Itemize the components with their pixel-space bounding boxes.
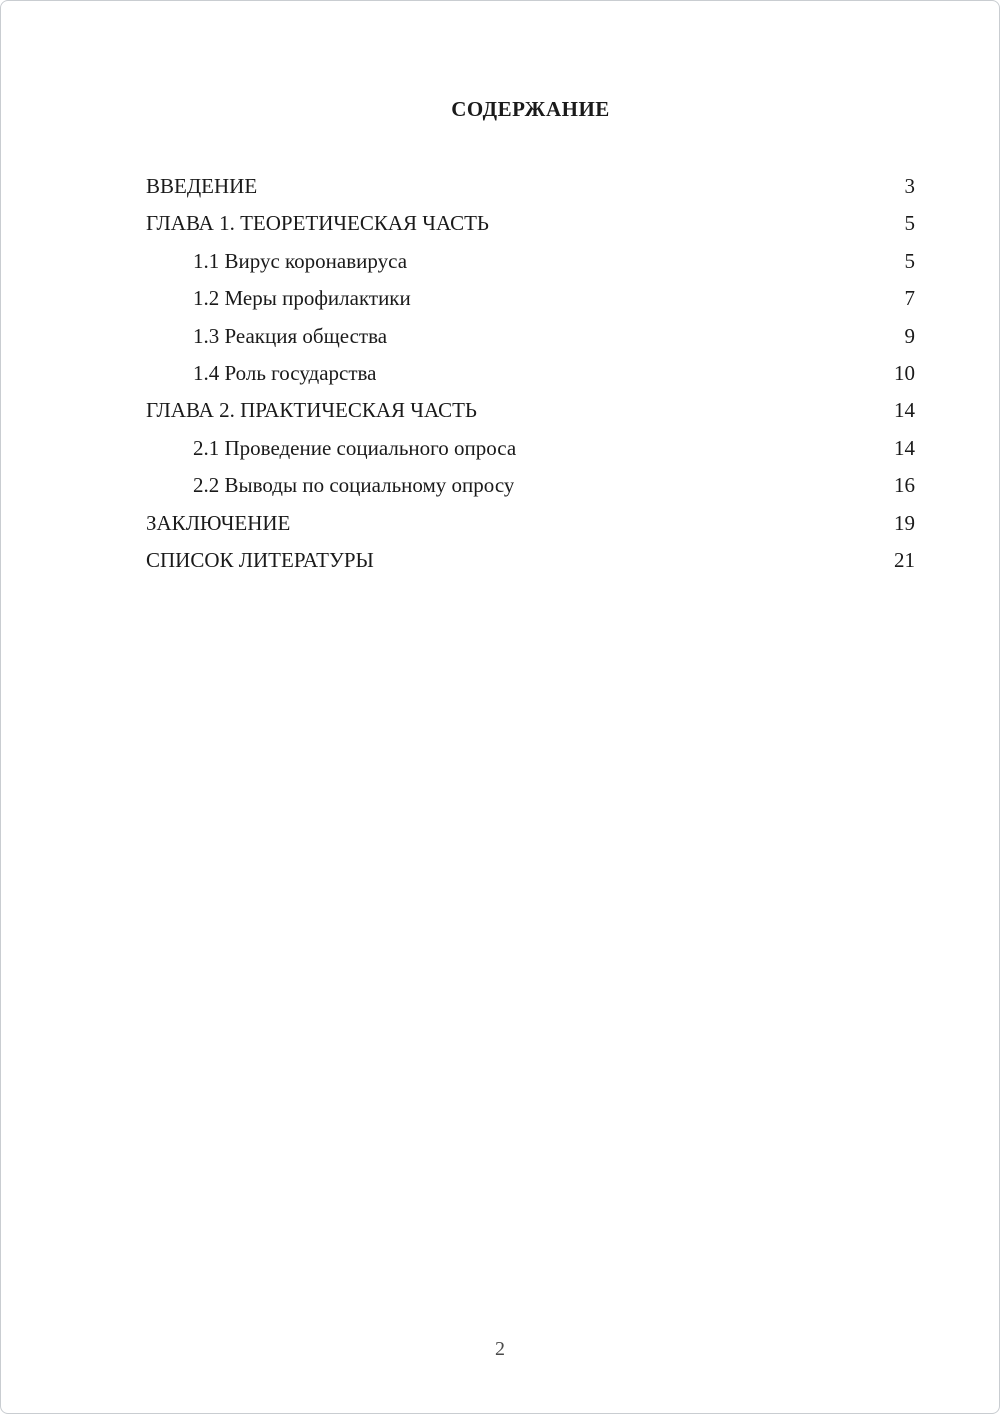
toc-entry-label: 1.1 Вирус коронавируса: [193, 248, 408, 273]
toc-entry-label: ГЛАВА 1. ТЕОРЕТИЧЕСКАЯ ЧАСТЬ: [146, 211, 489, 236]
toc-entry-page: 10: [894, 361, 915, 386]
toc-entry-label: 2.1 Проведение социального опроса: [193, 435, 517, 460]
toc-entry-page: 5: [904, 211, 915, 236]
toc-entry-label: 2.2 Выводы по социальному опросу: [193, 473, 515, 498]
toc-entry-page: 3: [904, 174, 915, 198]
toc-entry-label: ЗАКЛЮЧЕНИЕ: [146, 510, 291, 535]
toc-entry: [146, 205, 915, 242]
toc-entry-page: 14: [894, 398, 915, 423]
toc-entry-label: ГЛАВА 2. ПРАКТИЧЕСКАЯ ЧАСТЬ: [146, 398, 477, 423]
toc-entry-label: 1.2 Меры профилактики: [193, 286, 411, 311]
toc-entry: [146, 243, 915, 280]
toc-entry-page: 21: [894, 548, 915, 573]
toc-entry-page: 5: [904, 248, 915, 273]
toc-entry-page: 16: [894, 473, 915, 498]
toc-entry-label: ВВЕДЕНИЕ: [146, 174, 258, 198]
toc-entry: [146, 355, 915, 392]
toc-entry: [146, 392, 915, 429]
toc-entry: [146, 505, 915, 542]
toc-entry: [146, 430, 915, 467]
toc-entry: [146, 542, 915, 579]
toc-entry: [146, 467, 915, 504]
page-number-footer: 2: [495, 1338, 505, 1360]
toc-entry-page: 14: [894, 435, 915, 460]
toc-entry-label: 1.4 Роль государства: [193, 361, 377, 386]
toc-entry-label: 1.3 Реакция общества: [193, 323, 388, 348]
toc-entry: [146, 280, 915, 317]
toc-entry-label: СПИСОК ЛИТЕРАТУРЫ: [146, 548, 374, 573]
page-content: [1, 1, 999, 579]
toc-entry: [146, 318, 915, 355]
toc-entry: [146, 168, 915, 205]
toc-entry-page: 9: [904, 323, 915, 348]
page-title: СОДЕРЖАНИЕ: [451, 97, 610, 121]
table-of-contents: [146, 168, 915, 579]
toc-entry-page: 7: [904, 286, 915, 311]
toc-entry-page: 19: [894, 510, 915, 535]
